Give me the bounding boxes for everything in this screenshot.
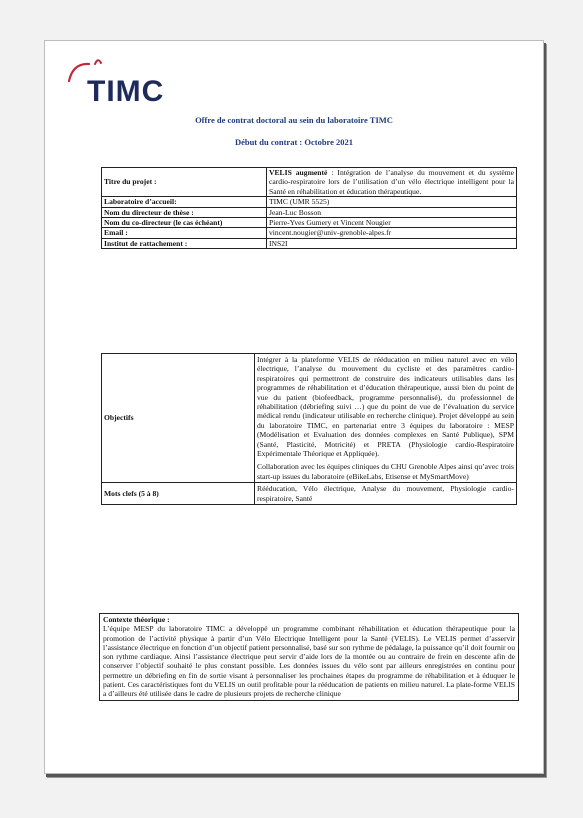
keywords-label: Mots clefs (5 à 8) bbox=[102, 483, 255, 505]
table-row bbox=[102, 207, 517, 217]
objectives-table bbox=[101, 353, 517, 505]
objectives-value bbox=[255, 354, 517, 483]
table-row bbox=[102, 483, 517, 505]
codirector-label: Nom du co-directeur (le cas échéant) bbox=[102, 218, 267, 228]
institute-value: INS2I bbox=[267, 238, 517, 248]
table-row bbox=[102, 168, 517, 197]
project-title-label: Titre du projet : bbox=[102, 168, 267, 197]
institute-label: Institut de rattachement : bbox=[102, 238, 267, 248]
context-heading: Contexte théorique : bbox=[103, 615, 170, 624]
lab-label: Laboratoire d’accueil: bbox=[102, 197, 267, 207]
keywords-value: Rééducation, Vélo électrique, Analyse du mouvement, Physiologie cardio-respiratoire, Santé bbox=[255, 483, 517, 505]
table-row bbox=[102, 197, 517, 207]
project-title-value bbox=[267, 168, 517, 197]
objectives-label: Objectifs bbox=[102, 354, 255, 483]
table-row bbox=[102, 238, 517, 248]
codirector-value: Pierre-Yves Gumery et Vincent Nougier bbox=[267, 218, 517, 228]
email-label: Email : bbox=[102, 228, 267, 238]
project-info-table bbox=[101, 167, 517, 249]
context-body: L’équipe MESP du laboratoire TIMC a développé un programme combinant réhabilitation et éducation thérapeutique pour la promotion de l’activité physique à partir d’un Vélo Electrique Intelligent pour la Santé (VELIS). Le VELIS permet d’asservir l’assistance électrique en fonction d’un objectif patient personnalisé, basé sur son rythme de pédalage, la puissance qu’il doit fournir ou son rythme cardiaque. Ainsi l’assistance électrique peut servir d’aide lors de la montée ou au contraire de frein en descente afin de conserver l’objectif souhaité le plus constant possible. Les données issues du vélo sont par ailleurs enregistrées en continu pour permettre un débriefing en fin de sortie visant à personnaliser les prochaines étapes du programme de réhabilitation et à éduquer le patient. Ces caractéristiques font du VELIS un outil profitable pour la rééducation de patients en milieu naturel. La plate-forme VELIS a d’ailleurs été utilisée dans le cadre de plusieurs projets de recherche clinique bbox=[103, 624, 515, 699]
objectives-paragraph-1: Intégrer à la plateforme VELIS de rééducation en milieu naturel avec en vélo électrique, l’analyse du mouvement du cycliste et des paramètres cardio-respiratoires qui permettront de construire des indicateurs utilisables dans les programmes de réhabilitation et d’éducation thérapeutique, aussi bien du point de vue du patient (biofeedback, programme personnalisé), du professionnel de réhabilitation (débriefing suivi …) que du point de vue de l’évaluation du service médical rendu (indicateur utilisable en recherche clinique). Projet développé au sein du laboratoire TIMC, en partenariat entre 3 équipes du laboratoire : MESP (Modélisation et Evaluation des données complexes en Santé Publique), SPM (Santé, Plasticité, Motricité) et PRETA (Physiologie cardio-Respiratoire Expérimentale Théorique et Appliquée). bbox=[257, 355, 514, 459]
theoretical-context-box bbox=[99, 613, 519, 701]
objectives-paragraph-2: Collaboration avec les équipes cliniques du CHU Grenoble Alpes ainsi qu’avec trois start-up issues du laboratoire (eBikeLabs, Etisense et MySmartMove) bbox=[257, 462, 514, 481]
table-row bbox=[102, 228, 517, 238]
lab-value: TIMC (UMR 5525) bbox=[267, 197, 517, 207]
table-row bbox=[102, 354, 517, 483]
offer-title: Offre de contrat doctoral au sein du laboratoire TIMC bbox=[195, 115, 393, 125]
document-page bbox=[44, 40, 544, 774]
director-value: Jean-Luc Bosson bbox=[267, 207, 517, 217]
project-title-bold: VELIS augmenté bbox=[269, 168, 328, 177]
email-value[interactable]: vincent.nougier@univ-grenoble-alpes.fr bbox=[267, 228, 517, 238]
table-row bbox=[102, 218, 517, 228]
contract-start-title: Début du contrat : Octobre 2021 bbox=[234, 137, 354, 147]
timc-logo bbox=[65, 55, 175, 108]
project-title-rest: : Intégration de l’analyse du mouvement et du système cardio-respiratoire lors de l’utilisation d’un vélo électrique intelligent pour la Santé en réhabilitation et éducation thérapeutique. bbox=[269, 168, 514, 196]
logo-text: TIMC bbox=[87, 75, 165, 108]
director-label: Nom du directeur de thèse : bbox=[102, 207, 267, 217]
